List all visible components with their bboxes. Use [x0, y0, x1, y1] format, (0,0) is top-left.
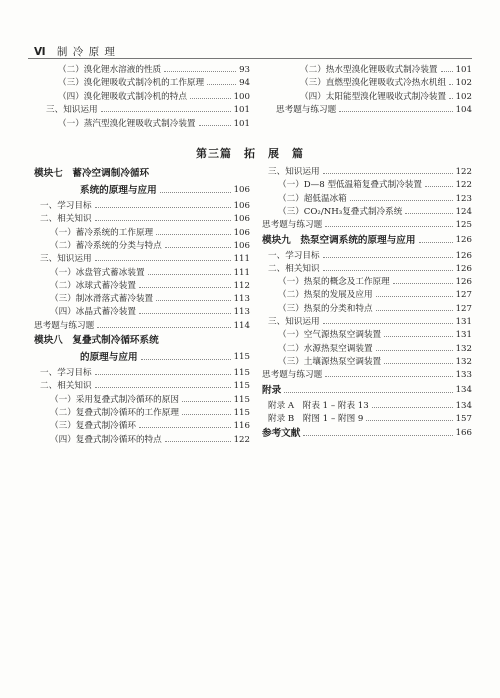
toc-entry-page: 101	[233, 118, 250, 129]
toc-entry	[262, 343, 472, 356]
toc-entry-title: 模块九 热泵空调系统的原理与应用	[262, 234, 416, 246]
toc-entry-page: 131	[455, 330, 472, 341]
toc-entry-title: （二）水源热泵空调装置	[278, 343, 373, 354]
toc-entry-page: 157	[455, 413, 472, 424]
toc-entry-page: 122	[233, 434, 250, 445]
toc-entry-title: 三、知识运用	[268, 167, 320, 177]
toc-entry-page: 127	[455, 303, 472, 314]
toc-entry-page: 115	[233, 381, 250, 392]
toc-entry-title: 模块八 复叠式制冷循环系统	[34, 335, 159, 346]
toc-entry	[262, 219, 472, 232]
toc-entry	[34, 367, 250, 380]
toc-leader-dots	[165, 246, 231, 248]
toc-entry-page: 93	[239, 65, 250, 75]
toc-entry	[262, 426, 472, 441]
toc-entry-title: （一）空气源热泵空调装置	[278, 330, 382, 341]
toc-entry	[262, 276, 472, 289]
toc-entry-page: 106	[233, 185, 250, 195]
toc-entry-title: 二、相关知识	[268, 263, 320, 274]
toc-entry	[34, 407, 250, 420]
toc-leader-dots	[164, 70, 236, 72]
toc-leader-dots	[156, 299, 231, 301]
toc-entry-page: 134	[455, 384, 472, 395]
toc-entry-page: 124	[455, 206, 472, 217]
toc-entry-page: 100	[233, 91, 250, 102]
toc-entry-title: 二、相关知识	[40, 214, 92, 225]
toc-entry-title: 模块七 蓄冷空调制冷循环	[34, 168, 150, 179]
toc-entry	[34, 213, 250, 226]
toc-entry	[34, 118, 250, 131]
toc-entry-title: （一）冰盘管式蓄冰装置	[50, 267, 145, 278]
toc-leader-dots	[323, 322, 453, 324]
toc-entry	[262, 64, 472, 77]
toc-leader-dots	[449, 83, 453, 85]
toc-entry	[34, 91, 250, 104]
toc-entry	[34, 183, 250, 198]
toc-entry	[34, 293, 250, 306]
toc-entry	[34, 320, 250, 333]
toc-entry-page: 113	[233, 294, 250, 305]
toc-leader-dots	[95, 259, 231, 261]
toc-entry-title: （二）溴化锂水溶液的性质	[58, 65, 162, 75]
toc-entry-page: 113	[233, 307, 250, 318]
toc-entry-title: 思考题与练习题	[276, 105, 337, 116]
toc-entry-page: 111	[233, 267, 250, 278]
toc-entry	[34, 166, 250, 181]
toc-leader-dots	[372, 406, 453, 408]
toc-entry-page: 102	[455, 91, 472, 102]
toc-entry-title: 二、相关知识	[40, 381, 92, 392]
toc-entry-title: （三）溴化锂吸收式制冷机的工作原理	[58, 78, 205, 89]
toc-entry-title: （三）土壤源热泵空调装置	[278, 356, 382, 367]
toc-leader-dots	[339, 110, 453, 112]
toc-leader-dots	[139, 286, 231, 288]
toc-entry	[262, 166, 472, 179]
toc-entry-title: （一）蒸汽型溴化锂吸收式制冷装置	[58, 118, 196, 129]
toc-entry	[34, 280, 250, 293]
toc-entry-title: （四）冰晶式蓄冷装置	[50, 307, 136, 318]
toc-leader-dots	[97, 326, 231, 328]
toc-entry	[262, 91, 472, 104]
toc-leader-dots	[156, 233, 231, 235]
toc-entry-page: 122	[455, 167, 472, 177]
toc-leader-dots	[199, 124, 231, 126]
toc-entry	[262, 369, 472, 382]
toc-leader-dots	[141, 358, 231, 360]
toc-entry-page: 106	[233, 201, 250, 211]
toc-entry	[34, 267, 250, 280]
toc-entry	[34, 227, 250, 240]
toc-leader-dots	[366, 419, 453, 421]
toc-entry-title: （四）复叠式制冷循环的特点	[50, 434, 162, 445]
toc-entry-page: 111	[233, 254, 250, 265]
toc-leader-dots	[323, 269, 453, 271]
toc-leader-dots	[449, 97, 453, 99]
toc-entry	[34, 394, 250, 407]
toc-leader-dots	[139, 426, 231, 428]
toc-leader-dots	[325, 375, 453, 377]
toc-leader-dots	[323, 256, 453, 258]
toc-leader-dots	[323, 172, 453, 174]
toc-leader-dots	[95, 219, 231, 221]
toc-entry-page: 122	[455, 180, 472, 191]
toc-entry-title: 三、知识运用	[268, 317, 320, 327]
toc-entry-page: 125	[455, 220, 472, 231]
toc-leader-dots	[95, 206, 231, 208]
toc-entry-title: （二）复叠式制冷循环的工作原理	[50, 407, 179, 418]
toc-entry-title: （四）溴化锂吸收式制冷机的特点	[58, 91, 187, 102]
toc-entry	[262, 329, 472, 342]
toc-entry-title: 一、学习目标	[40, 201, 92, 211]
toc-entry	[34, 306, 250, 319]
toc-entry-page: 115	[233, 407, 250, 418]
toc-entry-title: （二）蓄冷系统的分类与特点	[50, 240, 162, 251]
toc-entry-page: 114	[233, 320, 250, 331]
toc-entry-title: （三）制冰滑落式蓄冷装置	[50, 294, 154, 305]
toc-entry	[262, 179, 472, 192]
toc-leader-dots	[148, 273, 231, 275]
toc-entry-title: 三、知识运用	[40, 254, 92, 265]
toc-entry-title: （一）采用复叠式制冷循环的原因	[50, 394, 179, 405]
toc-leader-dots	[350, 199, 453, 201]
toc-leader-dots	[384, 335, 453, 337]
toc-entry	[262, 400, 472, 413]
toc-entry	[262, 303, 472, 316]
book-title: 制 冷 原 理	[56, 46, 116, 58]
toc-entry-page: 115	[233, 368, 250, 378]
toc-entry	[34, 200, 250, 213]
toc-entry	[262, 233, 472, 248]
toc-entry	[262, 413, 472, 426]
toc-entry-page: 131	[455, 317, 472, 327]
toc-leader-dots	[393, 282, 453, 284]
toc-leader-dots	[95, 386, 231, 388]
toc-entry-page: 126	[455, 234, 472, 245]
toc-leader-dots	[160, 191, 231, 193]
toc-leader-dots	[384, 362, 453, 364]
page-number: Ⅵ	[34, 46, 46, 58]
toc-leader-dots	[190, 97, 231, 99]
toc-leader-dots	[376, 349, 453, 351]
toc-entry	[34, 64, 250, 77]
toc-entry-title: 系统的原理与应用	[80, 185, 157, 196]
toc-entry-title: （二）热泵的发展及应用	[278, 290, 373, 301]
toc-entry-title: （四）太阳能型溴化锂吸收式制冷装置	[300, 91, 447, 102]
toc-entry	[262, 316, 472, 329]
toc-entry	[34, 240, 250, 253]
toc-entry-page: 94	[239, 78, 250, 89]
toc-entry-title: 一、学习目标	[40, 368, 92, 378]
toc-leader-dots	[284, 391, 453, 393]
toc-entry-page: 123	[455, 193, 472, 204]
toc-entry-title: 思考题与练习题	[262, 220, 323, 231]
toc-leader-dots	[101, 110, 231, 112]
toc-entry-title: 三、知识运用	[46, 105, 98, 116]
toc-entry	[262, 104, 472, 117]
toc-leader-dots	[376, 295, 453, 297]
toc-entry	[262, 289, 472, 302]
toc-leader-dots	[425, 185, 453, 187]
toc-entry-title: 思考题与练习题	[262, 370, 323, 381]
toc-entry-page: 112	[233, 280, 250, 291]
toc-entry	[34, 104, 250, 117]
toc-entry	[262, 206, 472, 219]
toc-entry-title: （三）直燃型溴化锂吸收式冷热水机组	[300, 78, 447, 89]
toc-entry-title: （二）冰球式蓄冷装置	[50, 280, 136, 291]
toc-entry-page: 106	[233, 227, 250, 238]
toc-entry-title: （二）超低温冰箱	[278, 193, 347, 204]
toc-leader-dots	[207, 83, 236, 85]
toc-entry-title: 思考题与练习题	[34, 320, 95, 331]
toc-entry-page: 166	[455, 428, 472, 439]
running-header	[34, 44, 116, 59]
toc-leader-dots	[325, 225, 453, 227]
toc-entry-title: 参考文献	[262, 428, 301, 440]
toc-leader-dots	[182, 413, 231, 415]
toc-entry	[34, 380, 250, 393]
toc-entry	[262, 193, 472, 206]
toc-leader-dots	[419, 241, 453, 243]
toc-leader-dots	[303, 434, 453, 436]
toc-entry-title: 的原理与应用	[80, 352, 138, 363]
toc-entry	[34, 77, 250, 90]
toc-entry	[262, 356, 472, 369]
toc-entry	[34, 333, 250, 348]
toc-entry-page: 133	[455, 370, 472, 381]
toc-leader-dots	[441, 70, 453, 72]
part-title: 第三篇 拓 展 篇	[196, 147, 304, 160]
toc-entry-page: 101	[455, 65, 472, 75]
toc-entry-title: 附录 B 附图 1 – 附图 9	[268, 413, 364, 424]
toc-entry-page: 106	[233, 240, 250, 251]
toc-entry	[262, 250, 472, 263]
toc-entry-title: （一）蓄冷系统的工作原理	[50, 227, 154, 238]
toc-entry-title: 附录 A 附表 1 – 附表 13	[268, 400, 369, 411]
toc-entry-page: 126	[455, 250, 472, 261]
toc-entry-page: 101	[233, 105, 250, 116]
toc-entry-title: 附录	[262, 384, 282, 396]
toc-entry-title: （一）D—8 型低温箱复叠式制冷装置	[278, 180, 422, 191]
toc-entry-title: （一）热泵的概念及工作原理	[278, 277, 390, 288]
toc-entry	[34, 420, 250, 433]
toc-entry-title: （三）热泵的分类和特点	[278, 303, 373, 314]
toc-entry-page: 104	[455, 105, 472, 116]
toc-entry	[262, 263, 472, 276]
header-rule	[28, 58, 472, 59]
toc-leader-dots	[139, 312, 231, 314]
toc-entry-page: 134	[455, 400, 472, 411]
toc-entry-page: 127	[455, 290, 472, 301]
toc-entry-title: 一、学习目标	[268, 250, 320, 261]
toc-entry-page: 126	[455, 263, 472, 274]
toc-entry-page: 126	[455, 277, 472, 288]
toc-entry-page: 102	[455, 78, 472, 89]
toc-leader-dots	[165, 440, 231, 442]
toc-entry-title: （三）CO₂/NH₃复叠式制冷系统	[278, 206, 403, 217]
toc-entry-page: 106	[233, 214, 250, 225]
toc-entry	[262, 383, 472, 398]
toc-entry-page: 116	[233, 421, 250, 432]
toc-entry-page: 132	[455, 343, 472, 354]
toc-entry	[262, 77, 472, 90]
toc-entry	[34, 350, 250, 365]
toc-entry-page: 132	[455, 356, 472, 367]
toc-entry-title: （三）复叠式制冷循环	[50, 421, 136, 432]
toc-entry-title: （二）热水型溴化锂吸收式制冷装置	[300, 65, 438, 75]
toc-entry	[34, 253, 250, 266]
toc-leader-dots	[182, 400, 231, 402]
toc-entry-page: 115	[233, 352, 250, 362]
toc-entry-page: 115	[233, 394, 250, 405]
toc-entry	[34, 434, 250, 447]
toc-leader-dots	[376, 309, 453, 311]
toc-leader-dots	[95, 373, 231, 375]
toc-leader-dots	[405, 212, 453, 214]
